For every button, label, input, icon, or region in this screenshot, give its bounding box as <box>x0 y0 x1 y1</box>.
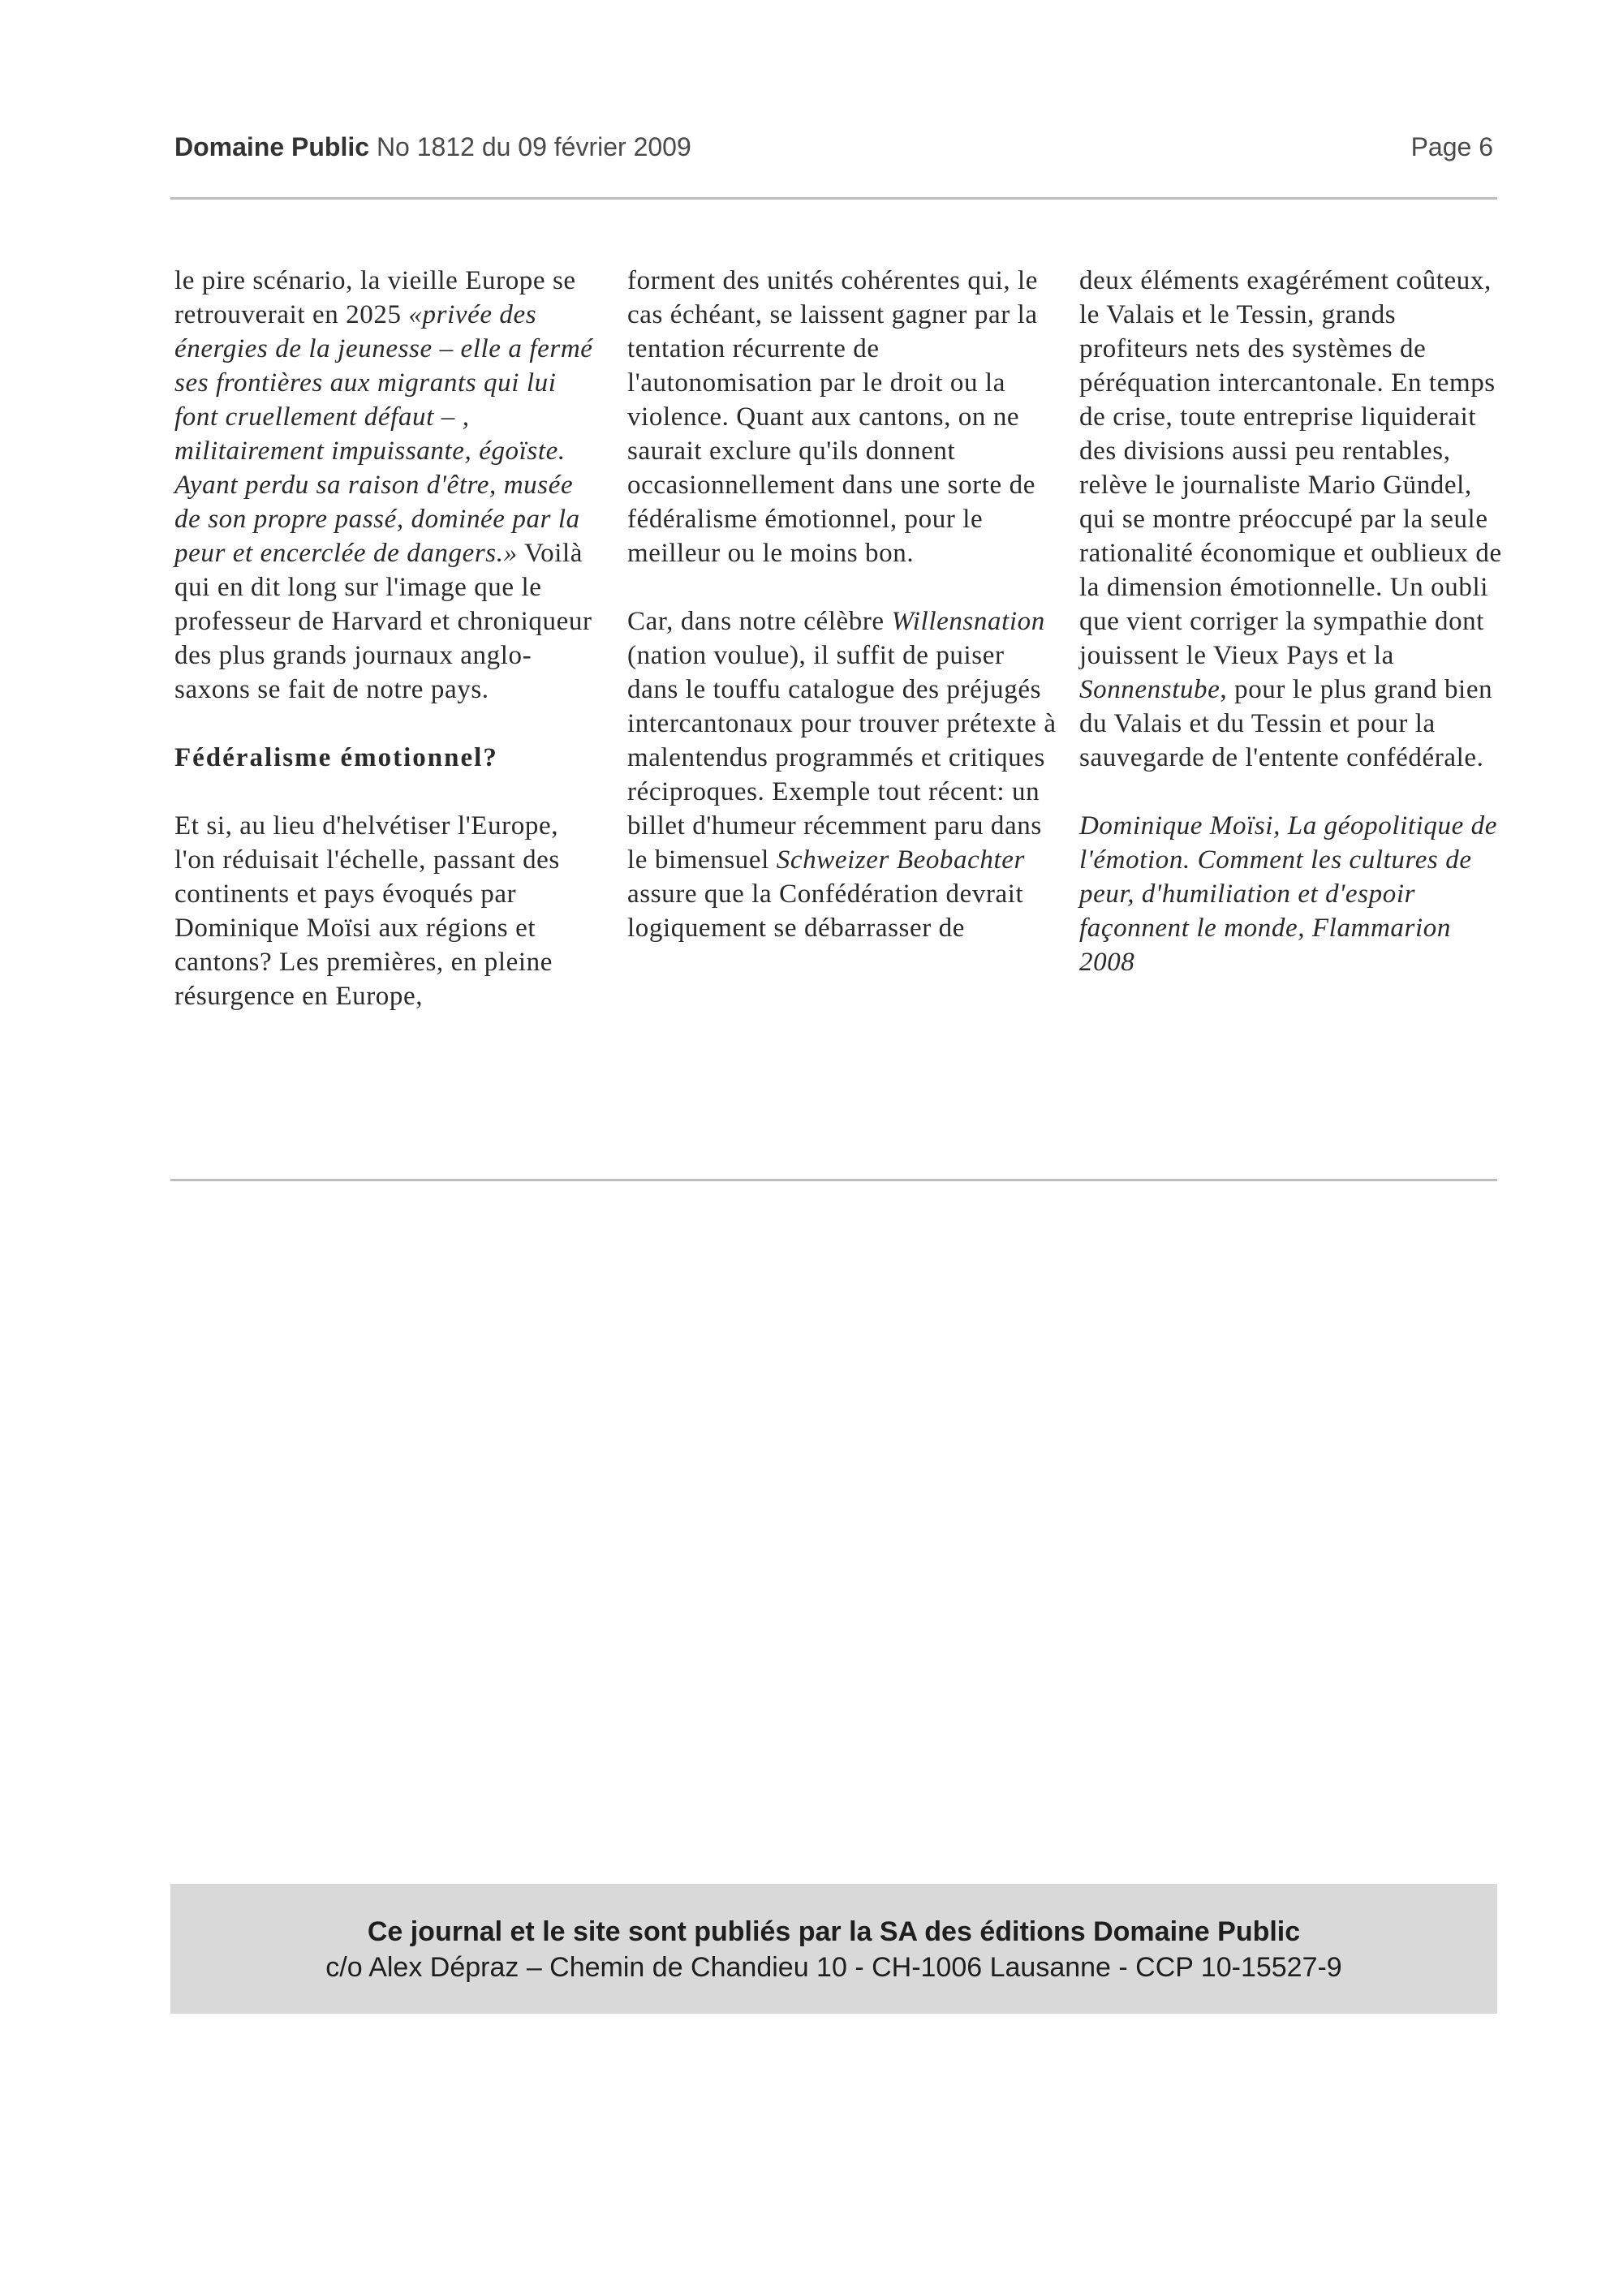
article-column-1 <box>174 264 605 1013</box>
article-column-2 <box>627 264 1057 945</box>
reference-text: Dominique Moïsi, La géopolitique de l'émotion. Comment les cultures de peur, d'humiliation et d'espoir façonnent le monde, Flammarion 2008 <box>1079 811 1498 977</box>
section-heading: Fédéralisme émotionnel? <box>174 743 498 772</box>
issue-info: No 1812 du 09 février 2009 <box>376 132 691 161</box>
paragraph <box>1079 264 1509 775</box>
text: , pour le plus grand bien du Valais et du Tessin et pour la sauvegarde de l'entente confédérale. <box>1079 675 1493 772</box>
text: Voilà qui en dit long sur l'image que le professeur de Harvard et chroniqueur des plus grands journaux anglo-saxons se fait de notre pays. <box>174 539 592 704</box>
article-divider <box>170 1179 1497 1181</box>
paragraph: forment des unités cohérentes qui, le cas échéant, se laissent gagner par la tentation récurrente de l'autonomisation par le droit ou la violence. Quant aux cantons, on ne saurait exclure qu'ils donnent occasionnellement dans une sorte de fédéralisme émotionnel, pour le meilleur ou le moins bon. <box>627 266 1039 568</box>
article-column-3 <box>1079 264 1509 979</box>
publisher-footer <box>170 1884 1497 2014</box>
paragraph: Et si, au lieu d'helvétiser l'Europe, l'on réduisait l'échelle, passant des continents et pays évoqués par Dominique Moïsi aux régions et cantons? Les premières, en pleine résurgence en Europe, <box>174 811 560 1011</box>
page-header <box>174 132 1493 171</box>
text: assure que la Confédération devrait logiquement se débarrasser de <box>627 879 1024 943</box>
text: deux éléments exagérément coûteux, le Valais et le Tessin, grands profiteurs nets des systèmes de péréquation intercantonale. En temps de crise, toute entreprise liquiderait des divisions aussi peu rentables, relève le journaliste Mario Gündel, qui se montre préoccupé par la seule rationalité économique et oublieux de la dimension émotionnelle. Un oubli que vient corriger la sympathie dont jouissent le Vieux Pays et la <box>1079 266 1502 670</box>
emphasis: Schweizer Beobachter <box>776 845 1025 875</box>
publication-name: Domaine Public <box>174 132 370 161</box>
book-reference <box>1079 809 1509 979</box>
text: Car, dans notre célèbre <box>627 607 892 636</box>
text: (nation voulue), il suffit de puiser dans le touffu catalogue des préjugés intercantonaux pour trouver prétexte à malentendus programmés et critiques réciproques. Exemple tout récent: un billet d'humeur récemment paru dans le bimensuel <box>627 641 1057 875</box>
paragraph <box>174 264 605 707</box>
emphasis: Sonnenstube <box>1079 675 1220 704</box>
header-divider <box>170 197 1497 200</box>
emphasis: Willensnation <box>891 607 1045 636</box>
publisher-line: Ce journal et le site sont publiés par la SA des éditions Domaine Public <box>367 1916 1301 1947</box>
text: le pire scénario, la vieille Europe se retrouverait en 2025 <box>174 266 576 329</box>
paragraph <box>627 604 1057 945</box>
quote: «privée des énergies de la jeunesse – elle a fermé ses frontières aux migrants qui lui font cruellement défaut – , militairement impuissante, égoïste. Ayant perdu sa raison d'être, musée de son propre passé, dominée par la peur et encerclée de dangers.» <box>174 300 593 568</box>
address-line: c/o Alex Dépraz – Chemin de Chandieu 10 - CH-1006 Lausanne - CCP 10-15527-9 <box>325 1952 1342 1983</box>
page-number: Page 6 <box>1410 132 1493 161</box>
